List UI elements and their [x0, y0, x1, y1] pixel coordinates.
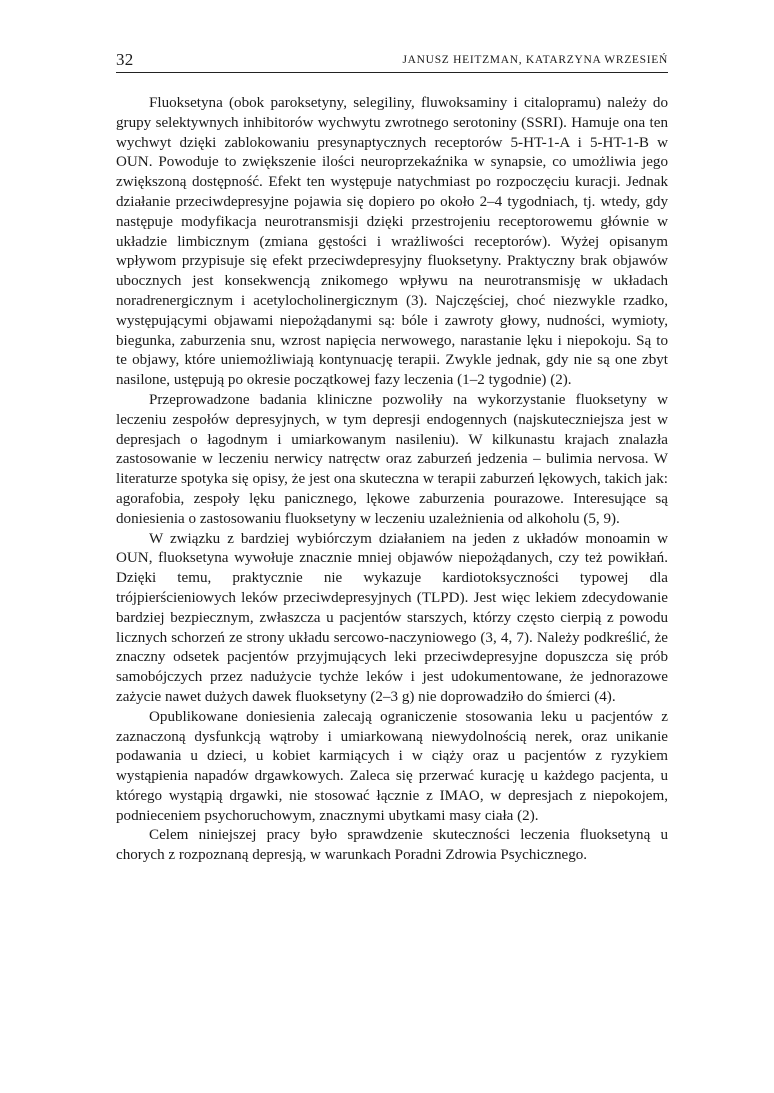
paragraph-clinical-use: Przeprowadzone badania kliniczne pozwoliły na wykorzystanie fluoksetyny w leczeniu zespołów depresyjnych, w tym depresji endogennych (najskuteczniejsza jest w depresjach o łagodnym i umiarkowanym nasileniu). W kilkunastu krajach znalazła zastosowanie w leczeniu nerwicy natręctw oraz zaburzeń jedzenia – bulimia nervosa. W literaturze spotyka się opisy, że jest ona skuteczna w terapii zaburzeń lękowych, takich jak: agorafobia, zespoły lęku panicznego, lękowe zaburzenia pourazowe. Interesujące są doniesienia o zastosowaniu fluoksetyny w leczeniu uzależnienia od alkoholu (5, 9).	[116, 391, 668, 527]
paragraph-safety: W związku z bardziej wybiórczym działaniem na jeden z układów monoamin w OUN, fluoksetyna wywołuje znacznie mniej objawów niepożądanych, czy też powikłań. Dzięki temu, praktycznie nie wykazuje kardiotoksyczności typowej dla trójpierścieniowych leków przeciwdepresyjnych (TLPD). Jest więc lekiem zdecydowanie bardziej bezpiecznym, zwłaszcza u pacjentów starszych, którzy często cierpią z powodu licznych schorzeń ze strony układu sercowo-naczyniowego (3, 4, 7). Należy podkreślić, że znaczny odsetek pacjentów przyjmujących leki przeciwdepresyjne dopuszcza się prób samobójczych przez nadużycie tychże leków i jest udokumentowane, że jednorazowe zażycie nawet dużych dawek fluoksetyny (2–3 g) nie doprowadziło do śmierci (4).	[116, 530, 668, 705]
page-number: 32	[116, 50, 134, 69]
paragraph-contraindications: Opublikowane doniesienia zalecają ograniczenie stosowania leku u pacjentów z zaznaczoną dysfunkcją wątroby i umiarkowaną niewydolnością nerek, oraz unikanie podawania u dzieci, u kobiet karmiących i w ciąży oraz u pacjentów z ryzykiem wystąpienia napadów drgawkowych. Zaleca się przerwać kurację u każdego pacjenta, u którego wystąpią drgawki, nie stosować łącznie z IMAO, w depresjach z niepokojem, podnieceniem psychoruchowym, znacznymi ubytkami masy ciała (2).	[116, 708, 668, 824]
paragraph-fluoxetine-mechanism: Fluoksetyna (obok paroksetyny, selegiliny, fluwoksaminy i citalopramu) należy do grupy selektywnych inhibitorów wychwytu zwrotnego serotoniny (SSRI). Hamuje ona ten wychwyt dzięki zablokowaniu presynaptycznych receptorów 5-HT-1-A i 5-HT-1-B w OUN. Powoduje to zwiększenie ilości neuroprzekaźnika w synapsie, co umożliwia jego zwiększoną dostępność. Efekt ten występuje natychmiast po rozpoczęciu kuracji. Jednak działanie przeciwdepresyjne pojawia się dopiero po około 2–4 tygodniach, tj. wtedy, gdy następuje modyfikacja neurotransmisji dzięki przestrojeniu receptorowemu głównie w układzie limbicznym (zmiana gęstości i wrażliwości receptorów). Wyżej opisanym wpływom przypisuje się efekt przeciwdepresyjny fluoksetyny. Praktyczny brak objawów ubocznych jest konsekwencją znikomego wpływu na neurotransmisję w układach noradrenergicznym i acetylocholinergicznym (3). Najczęściej, choć niezwykle rzadko, występującymi objawami niepożądanymi są: bóle i zawroty głowy, nudności, wymioty, biegunka, zaburzenia snu, wzrost napięcia nerwowego, narastanie lęku i niepokoju. Są to te objawy, które uniemożliwiają kontynuację terapii. Zwykle jednak, gdy nie są one zbyt nasilone, ustępują po okresie początkowej fazy leczenia (1–2 tygodnie) (2).	[116, 95, 668, 389]
article-body	[116, 94, 668, 866]
running-head-authors: JANUSZ HEITZMAN, KATARZYNA WRZESIEŃ	[402, 54, 668, 66]
paragraph-study-aim: Celem niniejszej pracy było sprawdzenie skuteczności leczenia fluoksetyną u chorych z rozpoznaną depresją, w warunkach Poradni Zdrowia Psychicznego.	[116, 827, 668, 864]
page-header	[116, 48, 668, 73]
